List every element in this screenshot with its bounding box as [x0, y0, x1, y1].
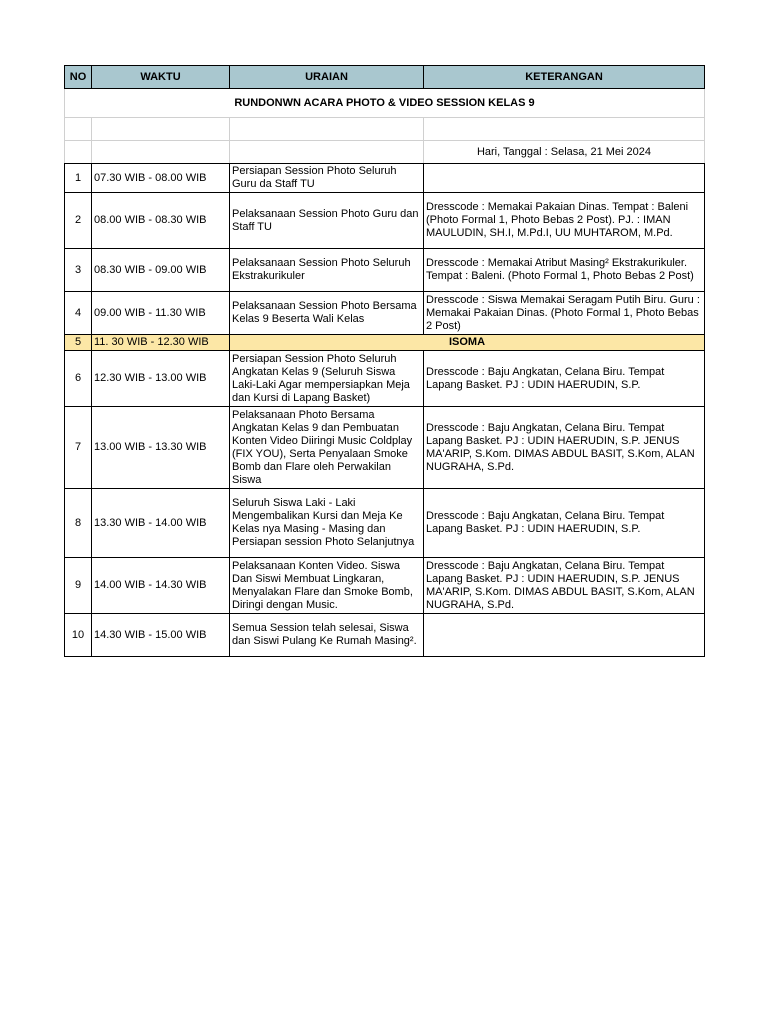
- row-no: 5: [65, 335, 92, 351]
- date-row: [65, 141, 705, 164]
- row-uraian: Persiapan Session Photo Seluruh Angkatan Kelas 9 (Seluruh Siswa Laki-Laki Agar mempersiapkan Meja dan Kursi di Lapang Basket): [230, 351, 424, 407]
- table-row: [65, 292, 705, 335]
- row-keterangan: Dresscode : Siswa Memakai Seragam Putih Biru. Guru : Memakai Pakaian Dinas. (Photo Formal 1, Photo Bebas 2 Post): [424, 292, 705, 335]
- row-waktu: 13.30 WIB - 14.00 WIB: [92, 489, 230, 558]
- row-keterangan: Dresscode : Baju Angkatan, Celana Biru. Tempat Lapang Basket. PJ : UDIN HAERUDIN, S.P.: [424, 351, 705, 407]
- header-no: NO: [65, 66, 92, 89]
- row-waktu: 08.30 WIB - 09.00 WIB: [92, 249, 230, 292]
- row-no: 2: [65, 193, 92, 249]
- row-waktu: 07.30 WIB - 08.00 WIB: [92, 164, 230, 193]
- row-no: 1: [65, 164, 92, 193]
- row-waktu: 11. 30 WIB - 12.30 WIB: [92, 335, 230, 351]
- row-no: 3: [65, 249, 92, 292]
- table-row: [65, 489, 705, 558]
- row-waktu: 14.30 WIB - 15.00 WIB: [92, 614, 230, 657]
- row-keterangan: Dresscode : Memakai Pakaian Dinas. Tempat : Baleni (Photo Formal 1, Photo Bebas 2 Post). PJ. : IMAN MAULUDIN, SH.I, M.Pd.I, UU MUHTAROM, M.Pd.: [424, 193, 705, 249]
- row-waktu: 14.00 WIB - 14.30 WIB: [92, 558, 230, 614]
- row-waktu: 09.00 WIB - 11.30 WIB: [92, 292, 230, 335]
- title-row: [65, 89, 705, 118]
- header-waktu: WAKTU: [92, 66, 230, 89]
- table-row: [65, 249, 705, 292]
- table-row: [65, 193, 705, 249]
- row-keterangan: Dresscode : Baju Angkatan, Celana Biru. Tempat Lapang Basket. PJ : UDIN HAERUDIN, S.P. JENUS MA'ARIP, S.Kom. DIMAS ABDUL BASIT, S.Kom, ALAN NUGRAHA, S.Pd.: [424, 407, 705, 489]
- row-keterangan: Dresscode : Memakai Atribut Masing² Ekstrakurikuler. Tempat : Baleni. (Photo Formal 1, Photo Bebas 2 Post): [424, 249, 705, 292]
- rundown-sheet: [64, 65, 704, 657]
- date-line: Hari, Tanggal : Selasa, 21 Mei 2024: [424, 141, 705, 164]
- row-uraian: Pelaksanaan Session Photo Seluruh Ekstrakurikuler: [230, 249, 424, 292]
- row-no: 8: [65, 489, 92, 558]
- row-keterangan: [424, 164, 705, 193]
- row-waktu: 08.00 WIB - 08.30 WIB: [92, 193, 230, 249]
- header-keterangan: KETERANGAN: [424, 66, 705, 89]
- row-uraian: Pelaksanaan Session Photo Bersama Kelas 9 Beserta Wali Kelas: [230, 292, 424, 335]
- row-no: 10: [65, 614, 92, 657]
- row-waktu: 12.30 WIB - 13.00 WIB: [92, 351, 230, 407]
- table-row: [65, 558, 705, 614]
- row-no: 6: [65, 351, 92, 407]
- header-uraian: URAIAN: [230, 66, 424, 89]
- table-row: [65, 335, 705, 351]
- rundown-table: [64, 65, 705, 657]
- table-header: [65, 66, 705, 89]
- row-uraian: Seluruh Siswa Laki - Laki Mengembalikan Kursi dan Meja Ke Kelas nya Masing - Masing dan Persiapan session Photo Selanjutnya: [230, 489, 424, 558]
- row-uraian: Pelaksanaan Session Photo Guru dan Staff TU: [230, 193, 424, 249]
- row-merged-label: ISOMA: [230, 335, 705, 351]
- blank-row: [65, 118, 705, 141]
- row-uraian: Persiapan Session Photo Seluruh Guru da Staff TU: [230, 164, 424, 193]
- row-uraian: Semua Session telah selesai, Siswa dan Siswi Pulang Ke Rumah Masing².: [230, 614, 424, 657]
- row-no: 9: [65, 558, 92, 614]
- row-keterangan: Dresscode : Baju Angkatan, Celana Biru. Tempat Lapang Basket. PJ : UDIN HAERUDIN, S.P. JENUS MA'ARIP, S.Kom. DIMAS ABDUL BASIT, S.Kom, ALAN NUGRAHA, S.Pd.: [424, 558, 705, 614]
- table-row: [65, 164, 705, 193]
- row-uraian: Pelaksanaan Konten Video. Siswa Dan Siswi Membuat Lingkaran, Menyalakan Flare dan Smoke Bomb, Diringi dengan Music.: [230, 558, 424, 614]
- row-uraian: Pelaksanaan Photo Bersama Angkatan Kelas 9 dan Pembuatan Konten Video Diiringi Music Coldplay (FIX YOU), Serta Penyalaan Smoke Bomb dan Flare oleh Perwakilan Siswa: [230, 407, 424, 489]
- table-body: [65, 164, 705, 657]
- table-row: [65, 614, 705, 657]
- row-keterangan: Dresscode : Baju Angkatan, Celana Biru. Tempat Lapang Basket. PJ : UDIN HAERUDIN, S.P.: [424, 489, 705, 558]
- table-row: [65, 351, 705, 407]
- row-no: 7: [65, 407, 92, 489]
- document-title: RUNDONWN ACARA PHOTO & VIDEO SESSION KELAS 9: [65, 89, 705, 118]
- table-row: [65, 407, 705, 489]
- row-no: 4: [65, 292, 92, 335]
- row-waktu: 13.00 WIB - 13.30 WIB: [92, 407, 230, 489]
- row-keterangan: [424, 614, 705, 657]
